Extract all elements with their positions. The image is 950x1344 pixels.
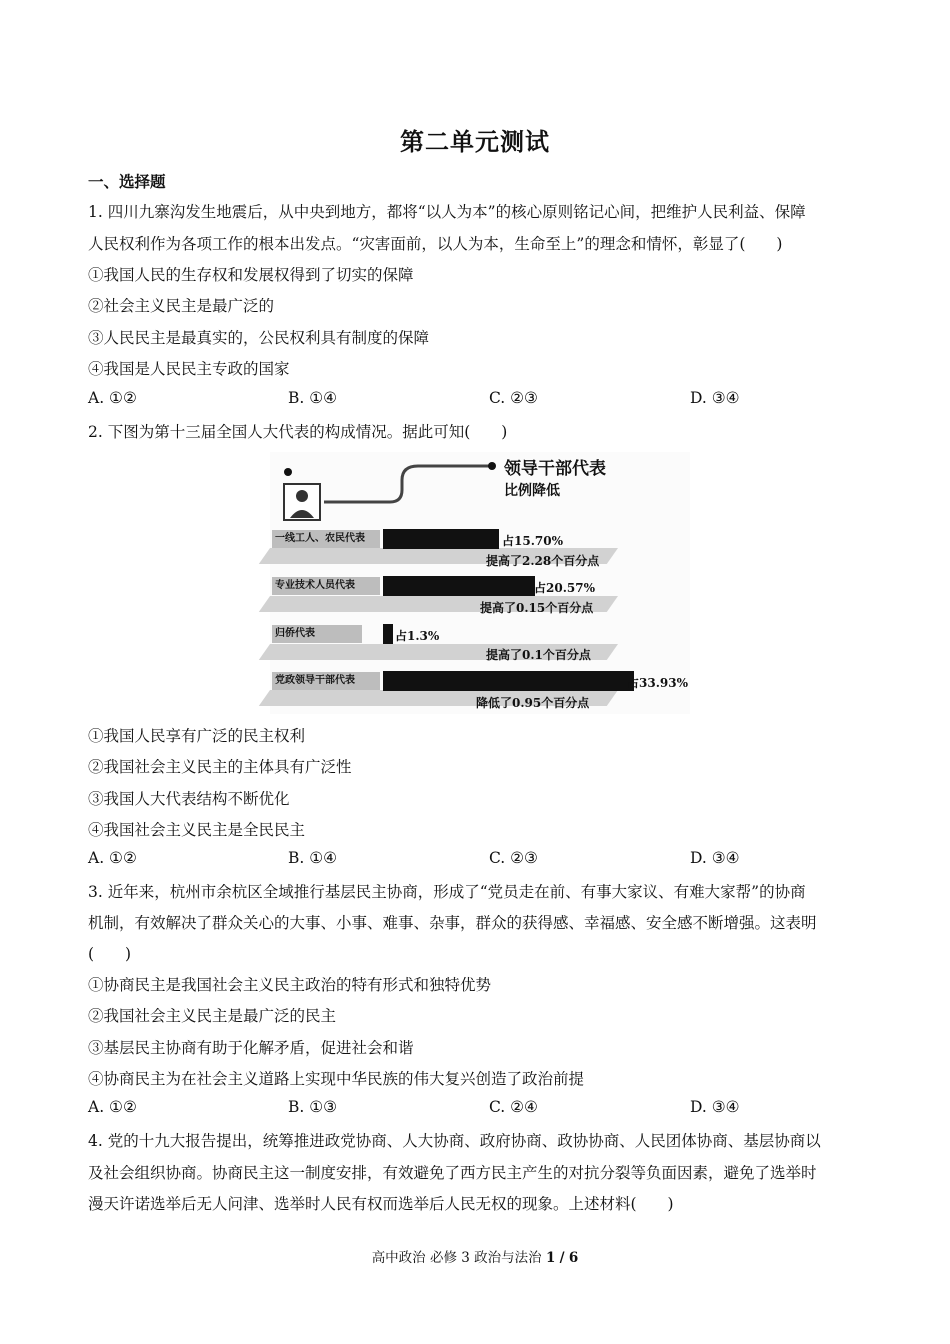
footer-page-number: 1 [545, 1250, 556, 1266]
q1-option-b[interactable]: B. ①④ [288, 389, 338, 407]
infographic-subheading: 比例降低 [504, 483, 560, 499]
row-4-bar [383, 671, 634, 691]
q3-stem-line-1: 3. 近年来，杭州市余杭区全域推行基层民主协商，形成了“党员走在前、有事大家议、有难大家帮”的协商 [88, 883, 806, 901]
q2-option-d[interactable]: D. ③④ [690, 849, 740, 867]
q1-item-3: ③人民民主是最真实的，公民权利具有制度的保障 [88, 329, 430, 347]
q2-stem-line-1: 2. 下图为第十三届全国人大代表的构成情况。据此可知( ) [88, 423, 508, 441]
row-1-label: 一线工人、农民代表 [272, 530, 380, 548]
q3-item-3: ③基层民主协商有助于化解矛盾，促进社会和谐 [88, 1039, 414, 1057]
connector-dot-icon [488, 462, 496, 470]
q1-stem-line-2: 人民权利作为各项工作的根本出发点。“灾害面前，以人为本，生命至上”的理念和情怀，彰显了( ) [88, 235, 783, 253]
row-1-bar [383, 529, 499, 549]
row-2-label: 专业技术人员代表 [272, 577, 380, 595]
q4-stem-line-3: 漫天许诺选举后无人问津、选举时人民有权而选举后人民无权的现象。上述材料( ) [88, 1195, 674, 1213]
footer-text: 高中政治 必修 3 政治与法治 [371, 1250, 542, 1266]
q3-item-4: ④协商民主为在社会主义道路上实现中华民族的伟大复兴创造了政治前提 [88, 1070, 585, 1088]
q4-stem-line-2: 及社会组织协商。协商民主这一制度安排，有效避免了西方民主产生的对抗分裂等负面因素，避免了选举时 [88, 1164, 817, 1182]
person-icon-head [296, 490, 308, 502]
q3-option-a[interactable]: A. ①② [88, 1098, 137, 1116]
q2-option-b[interactable]: B. ①④ [288, 849, 338, 867]
infographic-heading: 领导干部代表 [504, 459, 606, 479]
q1-options [88, 389, 868, 411]
row-1-pct: 占15.70% [502, 534, 563, 548]
row-2-change: 提高了0.15个百分点 [480, 601, 594, 615]
q1-item-1: ①我国人民的生存权和发展权得到了切实的保障 [88, 266, 414, 284]
infographic-header-graphic [270, 452, 690, 532]
q2-item-4: ④我国社会主义民主是全民民主 [88, 821, 306, 839]
row-2-pct: 占20.57% [534, 581, 595, 595]
q2-option-c[interactable]: C. ②③ [489, 849, 538, 867]
section-heading: 一、选择题 [88, 173, 166, 191]
row-3-change: 提高了0.1个百分点 [486, 648, 591, 662]
q1-option-a[interactable]: A. ①② [88, 389, 137, 407]
q3-option-b[interactable]: B. ①③ [288, 1098, 338, 1116]
q2-option-a[interactable]: A. ①② [88, 849, 137, 867]
q2-item-2: ②我国社会主义民主的主体具有广泛性 [88, 758, 352, 776]
page-footer [0, 1246, 950, 1266]
row-4-label: 党政领导干部代表 [272, 672, 380, 690]
q3-option-c[interactable]: C. ②④ [489, 1098, 538, 1116]
q1-item-2: ②社会主义民主是最广泛的 [88, 297, 275, 315]
q2-options [88, 849, 868, 871]
q3-stem-line-3: ( ) [88, 945, 132, 963]
q4-stem-line-1: 4. 党的十九大报告提出，统筹推进政党协商、人大协商、政府协商、政协协商、人民团体协商、基层协商以 [88, 1132, 821, 1150]
q3-options [88, 1098, 868, 1120]
q1-option-d[interactable]: D. ③④ [690, 389, 740, 407]
q2-item-1: ①我国人民享有广泛的民主权利 [88, 727, 306, 745]
footer-separator: / [559, 1250, 565, 1266]
footer-page-total: 6 [568, 1250, 579, 1266]
q2-item-3: ③我国人大代表结构不断优化 [88, 790, 290, 808]
representatives-infographic [270, 452, 690, 714]
row-3-label: 归侨代表 [272, 625, 362, 643]
row-2-bar [383, 576, 535, 596]
q1-stem-line-1: 1. 四川九寨沟发生地震后，从中央到地方，都将“以人为本”的核心原则铭记心间，把维护人民利益、保障 [88, 203, 806, 221]
row-3-bar [383, 624, 393, 644]
q1-item-4: ④我国是人民民主专政的国家 [88, 360, 290, 378]
bullet-dot-icon [284, 468, 292, 476]
connector-line [324, 466, 490, 502]
q3-item-2: ②我国社会主义民主是最广泛的民主 [88, 1007, 337, 1025]
row-4-pct: 占33.93% [627, 676, 688, 690]
row-1-change: 提高了2.28个百分点 [486, 554, 600, 568]
page-title: 第二单元测试 [400, 127, 550, 156]
q3-option-d[interactable]: D. ③④ [690, 1098, 740, 1116]
row-4-change: 降低了0.95个百分点 [476, 696, 590, 710]
row-3-pct: 占1.3% [395, 629, 440, 643]
q1-option-c[interactable]: C. ②③ [489, 389, 538, 407]
q3-item-1: ①协商民主是我国社会主义民主政治的特有形式和独特优势 [88, 976, 492, 994]
q3-stem-line-2: 机制，有效解决了群众关心的大事、小事、难事、杂事，群众的获得感、幸福感、安全感不断增强。这表明 [88, 914, 817, 932]
